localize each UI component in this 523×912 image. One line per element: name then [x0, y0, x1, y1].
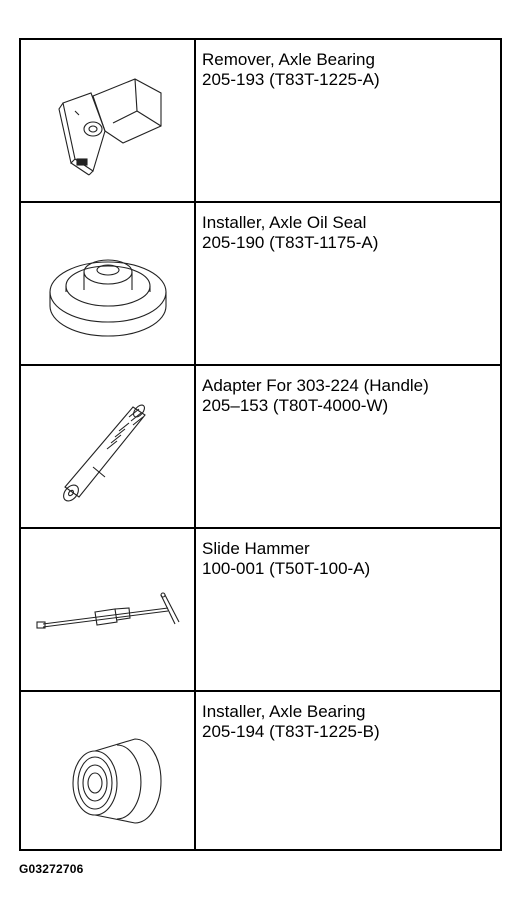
handle-adapter-icon	[21, 366, 196, 527]
tool-name: Remover, Axle Bearing	[202, 50, 375, 69]
slide-hammer-icon	[21, 529, 196, 690]
tool-number: 205–153 (T80T-4000-W)	[202, 396, 389, 415]
axle-oil-seal-installer-icon	[21, 203, 196, 364]
tool-description	[196, 40, 380, 201]
table-row	[21, 529, 500, 692]
tool-description	[196, 366, 429, 527]
tool-name: Installer, Axle Bearing	[202, 702, 366, 721]
table-row	[21, 366, 500, 529]
axle-bearing-remover-icon	[21, 40, 196, 201]
table-row	[21, 40, 500, 203]
tool-number: 205-194 (T83T-1225-B)	[202, 722, 380, 741]
tool-number: 205-190 (T83T-1175-A)	[202, 233, 379, 252]
table-row	[21, 203, 500, 366]
axle-bearing-installer-icon	[21, 692, 196, 849]
tool-name: Installer, Axle Oil Seal	[202, 213, 367, 232]
figure-id: G03272706	[19, 862, 84, 876]
tool-name: Slide Hammer	[202, 539, 310, 558]
table-row	[21, 692, 500, 849]
tool-number: 100-001 (T50T-100-A)	[202, 559, 371, 578]
tool-description	[196, 692, 380, 849]
tool-name: Adapter For 303-224 (Handle)	[202, 376, 429, 395]
tool-description	[196, 529, 370, 690]
tool-number: 205-193 (T83T-1225-A)	[202, 70, 380, 89]
tool-description	[196, 203, 378, 364]
special-tools-table	[19, 38, 502, 851]
